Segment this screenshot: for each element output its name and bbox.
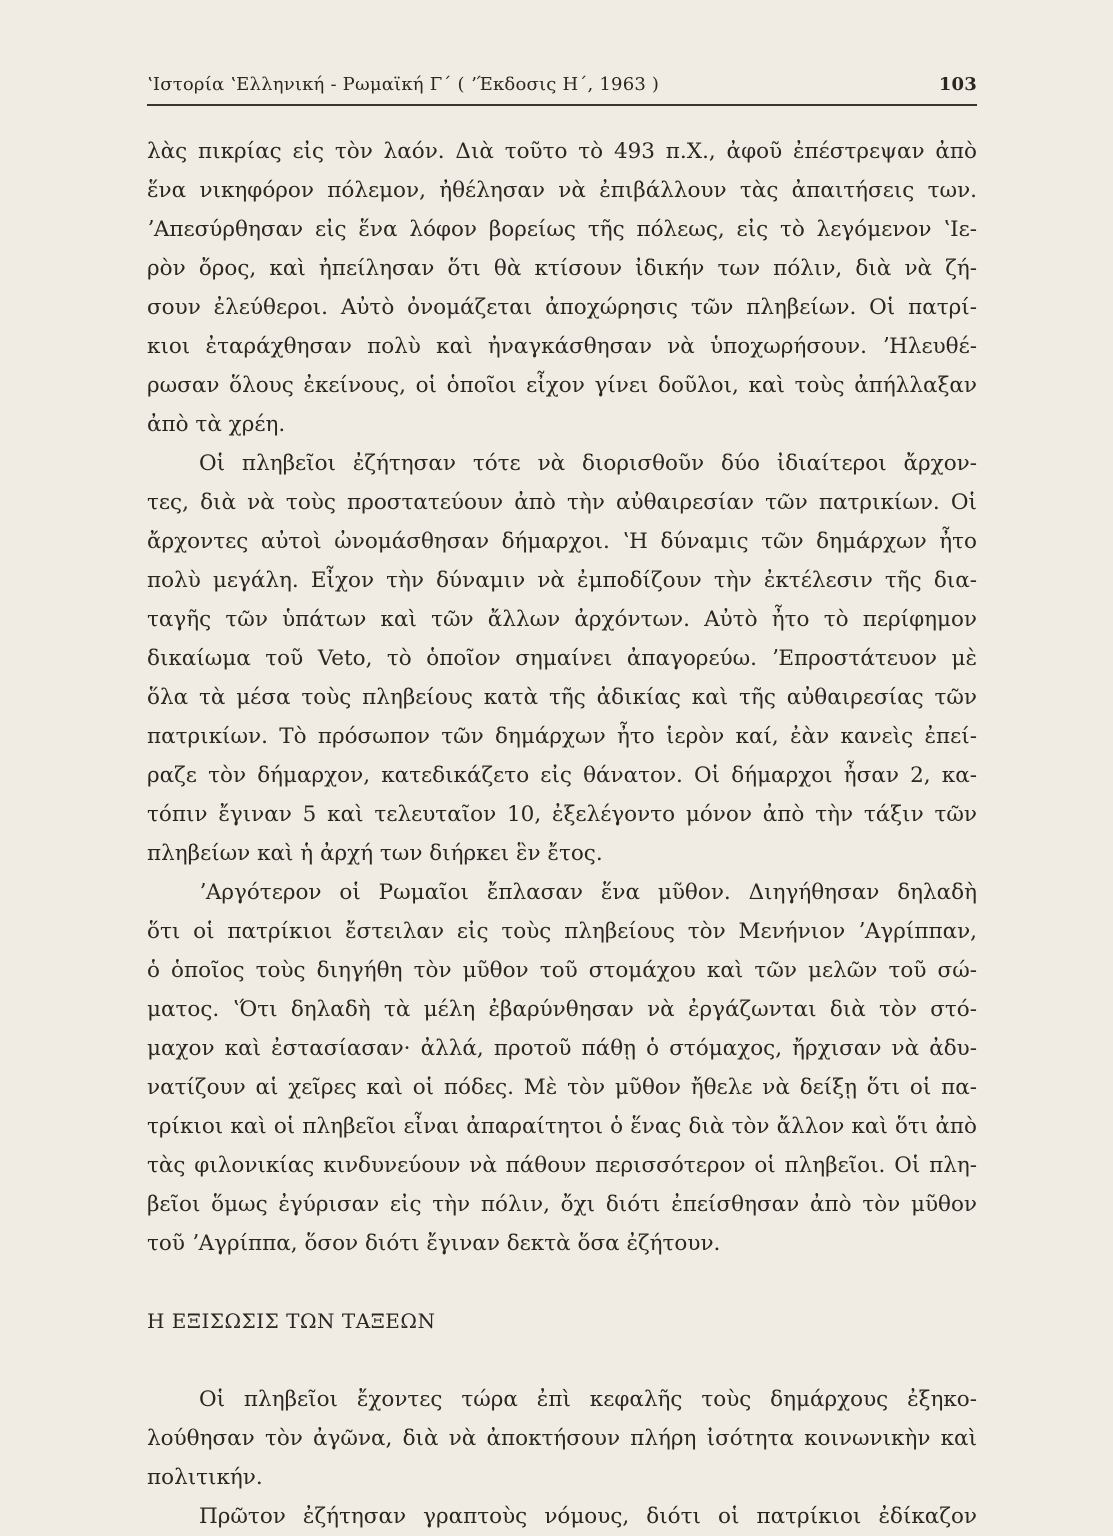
text-line: πληβείων καὶ ἡ ἀρχή των διήρκει ἓν ἔτος. (147, 841, 603, 866)
page-number: 103 (938, 74, 977, 95)
text-line: τοῦ ʼΑγρίππα, ὅσον διότι ἔγιναν δεκτὰ ὅσα ἐζήτουν. (147, 1231, 721, 1256)
text-line: Οἱ πληβεῖοι ἐζήτησαν τότε νὰ διορισθοῦν δύο ἰδιαίτεροι ἄρχον- (199, 451, 977, 476)
text-line: ὁ ὁποῖος τοὺς διηγήθη τὸν μῦθον τοῦ στομάχου καὶ τῶν μελῶν τοῦ σώ- (147, 958, 977, 983)
text-line: ὅλα τὰ μέσα τοὺς πληβείους κατὰ τῆς ἀδικίας καὶ τῆς αὐθαιρεσίας τῶν (147, 685, 977, 710)
text-line: ραζε τὸν δήμαρχον, κατεδικάζετο εἰς θάνατον. Οἱ δήμαρχοι ἦσαν 2, κα- (147, 763, 977, 788)
text-line: ματος. ʽΌτι δηλαδὴ τὰ μέλη ἐβαρύνθησαν νὰ ἐργάζωνται διὰ τὸν στό- (147, 997, 977, 1022)
spacer (147, 1341, 977, 1380)
text-line: ἕνα νικηφόρον πόλεμον, ἠθέλησαν νὰ ἐπιβάλλουν τὰς ἀπαιτήσεις των. (147, 178, 977, 203)
spacer (147, 1263, 977, 1302)
text-line: ʼΑργότερον οἱ Ρωμαῖοι ἔπλασαν ἕνα μῦθον. Διηγήθησαν δηλαδὴ (199, 880, 977, 905)
text-line: λὰς πικρίας εἰς τὸν λαόν. Διὰ τοῦτο τὸ 493 π.Χ., ἀφοῦ ἐπέστρεψαν ἀπὸ (147, 139, 977, 164)
text-line: ρὸν ὄρος, καὶ ἠπείλησαν ὅτι θὰ κτίσουν ἰδικήν των πόλιν, διὰ νὰ ζή- (147, 256, 977, 281)
text-line: ὅτι οἱ πατρίκιοι ἔστειλαν εἰς τοὺς πληβείους τὸν Μενήνιον ʼΑγρίππαν, (147, 919, 977, 944)
running-header (147, 74, 977, 104)
text-line: σουν ἐλεύθεροι. Αὐτὸ ὀνομάζεται ἀποχώρησις τῶν πληβείων. Οἱ πατρί- (147, 295, 977, 320)
text-line: τόπιν ἔγιναν 5 καὶ τελευταῖον 10, ἐξελέγοντο μόνον ἀπὸ τὴν τάξιν τῶν (147, 802, 977, 827)
text-line: λούθησαν τὸν ἀγῶνα, διὰ νὰ ἀποκτήσουν πλήρη ἰσότητα κοινωνικὴν καὶ (147, 1426, 977, 1451)
text-line: πολὺ μεγάλη. Εἶχον τὴν δύναμιν νὰ ἐμποδίζουν τὴν ἐκτέλεσιν τῆς δια- (147, 568, 977, 593)
text-line: ρωσαν ὅλους ἐκείνους, οἱ ὁποῖοι εἶχον γίνει δοῦλοι, καὶ τοὺς ἀπήλλαξαν (147, 373, 977, 398)
text-line: δικαίωμα τοῦ Veto, τὸ ὁποῖον σημαίνει ἀπαγορεύω. ʼΕπροστάτευον μὲ (147, 646, 977, 671)
text-line: Πρῶτον ἐζήτησαν γραπτοὺς νόμους, διότι οἱ πατρίκιοι ἐδίκαζον (199, 1504, 977, 1529)
text-line: τὰς φιλονικίας κινδυνεύουν νὰ πάθουν περισσότερον οἱ πληβεῖοι. Οἱ πλη- (147, 1153, 977, 1178)
text-line: ἄρχοντες αὐτοὶ ὠνομάσθησαν δήμαρχοι. ʽΗ δύναμις τῶν δημάρχων ἦτο (147, 529, 977, 554)
body-text (147, 132, 977, 1536)
text-line: πολιτικήν. (147, 1465, 263, 1490)
text-line: πατρικίων. Τὸ πρόσωπον τῶν δημάρχων ἦτο ἱερὸν καί, ἐὰν κανεὶς ἐπεί- (147, 724, 977, 749)
text-line: ʼΑπεσύρθησαν εἰς ἕνα λόφον βορείως τῆς πόλεως, εἰς τὸ λεγόμενον ʽΙε- (147, 217, 977, 242)
paragraph-3 (147, 873, 977, 1263)
header-rule (147, 104, 977, 106)
paragraph-4 (147, 1380, 977, 1497)
text-line: νατίζουν αἱ χεῖρες καὶ οἱ πόδες. Μὲ τὸν μῦθον ἤθελε νὰ δείξῃ ὅτι οἱ πα- (147, 1075, 977, 1100)
text-line: βεῖοι ὅμως ἐγύρισαν εἰς τὴν πόλιν, ὄχι διότι ἐπείσθησαν ἀπὸ τὸν μῦθον (147, 1192, 977, 1217)
text-line: ἀπὸ τὰ χρέη. (147, 412, 286, 437)
section-heading: Η ΕΞΙΣΩΣΙΣ ΤΩΝ ΤΑΞΕΩΝ (147, 1309, 436, 1333)
paragraph-2 (147, 444, 977, 873)
header-title: ʽΙστορία ʽΕλληνική - Ρωμαϊκή Γ΄ ( ʼΈκδοσις Η΄, 1963 ) (147, 74, 660, 95)
text-line: μαχον καὶ ἐστασίασαν· ἀλλά, προτοῦ πάθῃ ὁ στόμαχος, ἤρχισαν νὰ ἀδυ- (147, 1036, 977, 1061)
paragraph-1 (147, 132, 977, 444)
text-line: τες, διὰ νὰ τοὺς προστατεύουν ἀπὸ τὴν αὐθαιρεσίαν τῶν πατρικίων. Οἱ (147, 490, 977, 515)
paragraph-5 (147, 1497, 977, 1536)
text-line: τρίκιοι καὶ οἱ πληβεῖοι εἶναι ἀπαραίτητοι ὁ ἕνας διὰ τὸν ἄλλον καὶ ὅτι ἀπὸ (147, 1114, 977, 1139)
text-line: κιοι ἐταράχθησαν πολὺ καὶ ἠναγκάσθησαν νὰ ὑποχωρήσουν. ʼΗλευθέ- (147, 334, 977, 359)
text-line: ταγῆς τῶν ὑπάτων καὶ τῶν ἄλλων ἀρχόντων. Αὐτὸ ἦτο τὸ περίφημον (147, 607, 977, 632)
text-line: Οἱ πληβεῖοι ἔχοντες τώρα ἐπὶ κεφαλῆς τοὺς δημάρχους ἐξηκο- (199, 1387, 977, 1412)
